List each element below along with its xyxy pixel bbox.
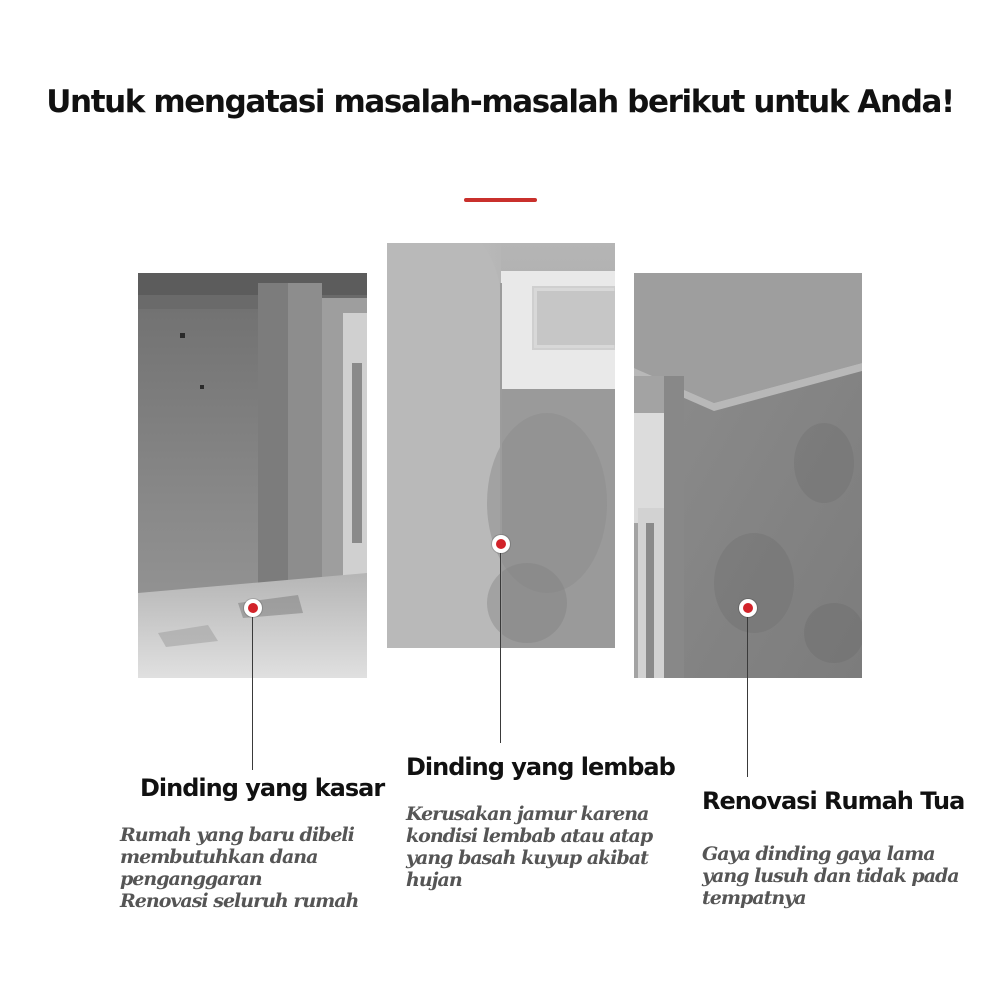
- card-description-damp-wall: [406, 803, 652, 891]
- card-description-rough-wall: [120, 824, 358, 912]
- page-headline: Untuk mengatasi masalah-masalah berikut untuk Anda!: [46, 84, 954, 120]
- hotspot-marker: [739, 599, 757, 617]
- card-title-rough-wall: Dinding yang kasar: [140, 774, 385, 802]
- description-line: membutuhkan dana: [120, 846, 318, 868]
- leader-line: [747, 617, 748, 777]
- card-title-damp-wall: Dinding yang lembab: [406, 753, 675, 781]
- accent-divider: [464, 198, 537, 202]
- description-line: Rumah yang baru dibeli: [120, 824, 354, 846]
- description-line: yang basah kuyup akibat: [406, 847, 648, 869]
- damp-wall-corner-photo: [387, 243, 615, 648]
- description-line: hujan: [406, 869, 462, 891]
- card-description-old-house-renovation: [702, 843, 959, 909]
- description-line: Kerusakan jamur karena: [406, 803, 649, 825]
- description-line: penganggaran: [120, 868, 262, 890]
- old-stained-wall-photo: [634, 273, 862, 678]
- leader-line: [252, 617, 253, 770]
- hotspot-marker: [492, 535, 510, 553]
- description-line: kondisi lembab atau atap: [406, 825, 653, 847]
- card-title-old-house-renovation: Renovasi Rumah Tua: [702, 787, 965, 815]
- description-line: yang lusuh dan tidak pada: [702, 865, 959, 887]
- leader-line: [500, 553, 501, 743]
- description-line: Renovasi seluruh rumah: [120, 890, 359, 912]
- description-line: Gaya dinding gaya lama: [702, 843, 935, 865]
- hotspot-marker: [244, 599, 262, 617]
- description-line: tempatnya: [702, 887, 806, 909]
